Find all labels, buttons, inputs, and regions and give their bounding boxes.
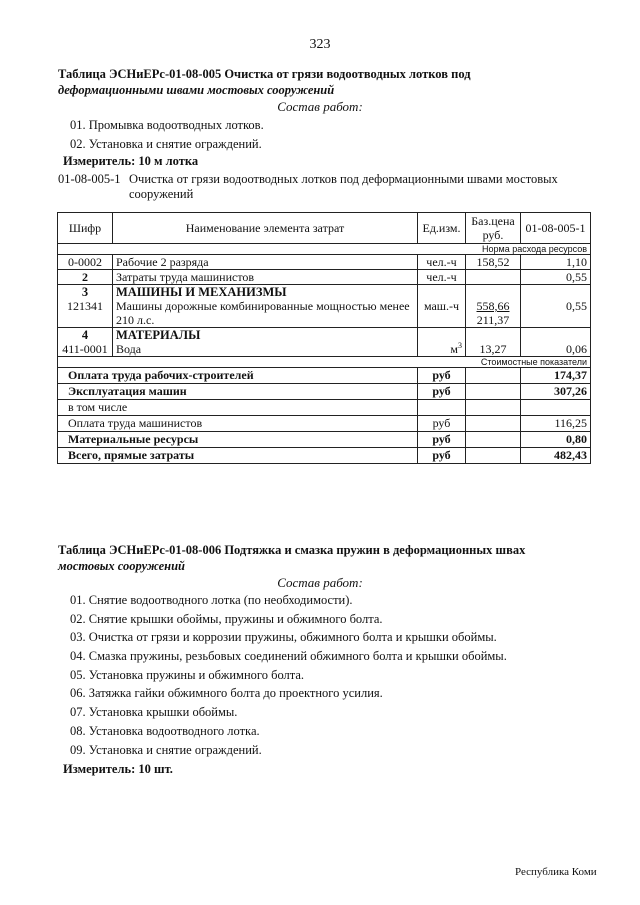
row-price-value: 211,37: [476, 313, 510, 327]
table2-title: [58, 542, 598, 574]
table-row: [58, 255, 591, 270]
total-row: [58, 416, 591, 432]
total-label: Материальные ресурсы: [58, 432, 418, 448]
total-unit: [418, 400, 466, 416]
header-norm: 01-08-005-1: [521, 213, 591, 244]
table2-meter: Измеритель: 10 шт.: [63, 762, 173, 776]
row-code: 3: [58, 285, 113, 300]
row-unit-superscript: 3: [458, 341, 462, 350]
section-title: МАШИНЫ И МЕХАНИЗМЫ: [113, 285, 418, 300]
table-header-row: [58, 213, 591, 244]
total-unit: руб: [418, 416, 466, 432]
header-price: Баз.цена руб.: [466, 213, 521, 244]
total-value: 174,37: [521, 368, 591, 384]
total-unit: руб: [418, 432, 466, 448]
table-row: [58, 299, 591, 328]
total-row: [58, 448, 591, 464]
total-label: Оплата труда рабочих-строителей: [58, 368, 418, 384]
total-row: [58, 432, 591, 448]
table1-meter: Измеритель: 10 м лотка: [63, 154, 199, 168]
section-row-machines: [58, 285, 591, 300]
total-label: Эксплуатация машин: [58, 384, 418, 400]
total-unit: руб: [418, 384, 466, 400]
table1-title-line1: Таблица ЭСНиЕРс-01-08-005 Очистка от грязи водоотводных лотков под: [58, 67, 471, 81]
row-code: 4: [58, 328, 113, 343]
total-value: 116,25: [521, 416, 591, 432]
table1-title: [58, 66, 598, 98]
work-item: 04. Смазка пружины, резьбовых соединений обжимного болта и крышки обоймы.: [70, 649, 507, 664]
header-name: Наименование элемента затрат: [113, 213, 418, 244]
total-value: 307,26: [521, 384, 591, 400]
row-norm: 0,55: [521, 270, 591, 285]
cost-label-row: [58, 357, 591, 368]
total-label: Оплата труда машинистов: [58, 416, 418, 432]
row-name: Затраты труда машинистов: [113, 270, 418, 285]
page-number: 323: [309, 37, 331, 52]
work-item: 02. Установка и снятие ограждений.: [70, 136, 262, 151]
work-item: 05. Установка пружины и обжимного болта.: [70, 667, 305, 682]
row-norm: 0,06: [521, 342, 591, 357]
table-row: [58, 270, 591, 285]
row-unit-text: м: [450, 342, 458, 356]
section-row-materials: [58, 328, 591, 343]
work-item: 09. Установка и снятие ограждений.: [70, 742, 262, 757]
total-value: 0,80: [521, 432, 591, 448]
section-title: МАТЕРИАЛЫ: [113, 328, 418, 343]
row-price: 13,27: [466, 342, 521, 357]
total-row: [58, 384, 591, 400]
total-label: Всего, прямые затраты: [58, 448, 418, 464]
total-value: [521, 400, 591, 416]
total-value: 482,43: [521, 448, 591, 464]
table1-code-description: Очистка от грязи водоотводных лотков под деформационными швами мостовых сооружений: [129, 172, 558, 201]
table1-title-line2: деформационными швами мостовых сооружений: [58, 83, 335, 97]
row-price: 158,52: [466, 255, 521, 270]
work-item: 02. Снятие крышки обоймы, пружины и обжимного болта.: [70, 611, 383, 626]
row-name: Вода: [113, 342, 418, 357]
row-unit: чел.-ч: [418, 270, 466, 285]
work-item: 03. Очистка от грязи и коррозии пружины, обжимного болта и крышки обоймы.: [70, 630, 497, 645]
footer-region: Республика Коми: [515, 866, 597, 878]
row-name: Рабочие 2 разряда: [113, 255, 418, 270]
work-item: 07. Установка крышки обоймы.: [70, 705, 238, 720]
row-norm: 0,55: [521, 299, 591, 328]
row-code: 411-0001: [58, 342, 113, 357]
row-price-value: 558,66: [476, 299, 510, 313]
table1-code: 01-08-005-1: [58, 172, 121, 186]
norm-label-row: [58, 244, 591, 255]
row-unit: [418, 342, 466, 357]
resource-table: [57, 212, 591, 464]
row-code: 121341: [58, 299, 113, 328]
row-price: [466, 299, 521, 328]
cost-label: Стоимостные показатели: [58, 357, 591, 368]
row-name: Машины дорожные комбинированные мощностью менее 210 л.с.: [113, 299, 418, 328]
total-unit: руб: [418, 448, 466, 464]
work-item: 08. Установка водоотводного лотка.: [70, 723, 260, 738]
header-code: Шифр: [58, 213, 113, 244]
total-row: [58, 368, 591, 384]
table1-works-caption: Состав работ:: [277, 99, 363, 114]
row-unit: чел.-ч: [418, 255, 466, 270]
work-item: 01. Снятие водоотводного лотка (по необходимости).: [70, 593, 353, 607]
row-price: [466, 270, 521, 285]
row-code: 2: [58, 270, 113, 285]
total-row: [58, 400, 591, 416]
row-norm: 1,10: [521, 255, 591, 270]
row-unit: маш.-ч: [418, 299, 466, 328]
total-label: в том числе: [58, 400, 418, 416]
norm-label: Норма расхода ресурсов: [58, 244, 591, 255]
table1-work-list: [70, 116, 264, 153]
work-item: 06. Затяжка гайки обжимного болта до проектного усилия.: [70, 686, 383, 701]
row-code: 0-0002: [58, 255, 113, 270]
table2-work-list: [70, 591, 507, 759]
table2-works-caption: Состав работ:: [277, 575, 363, 590]
header-unit: Ед.изм.: [418, 213, 466, 244]
total-unit: руб: [418, 368, 466, 384]
table-row: [58, 342, 591, 357]
table2-title-line1: Таблица ЭСНиЕРс-01-08-006 Подтяжка и смазка пружин в деформационных швах: [58, 543, 526, 557]
table2-title-line2: мостовых сооружений: [58, 559, 185, 573]
work-item: 01. Промывка водоотводных лотков.: [70, 118, 264, 132]
